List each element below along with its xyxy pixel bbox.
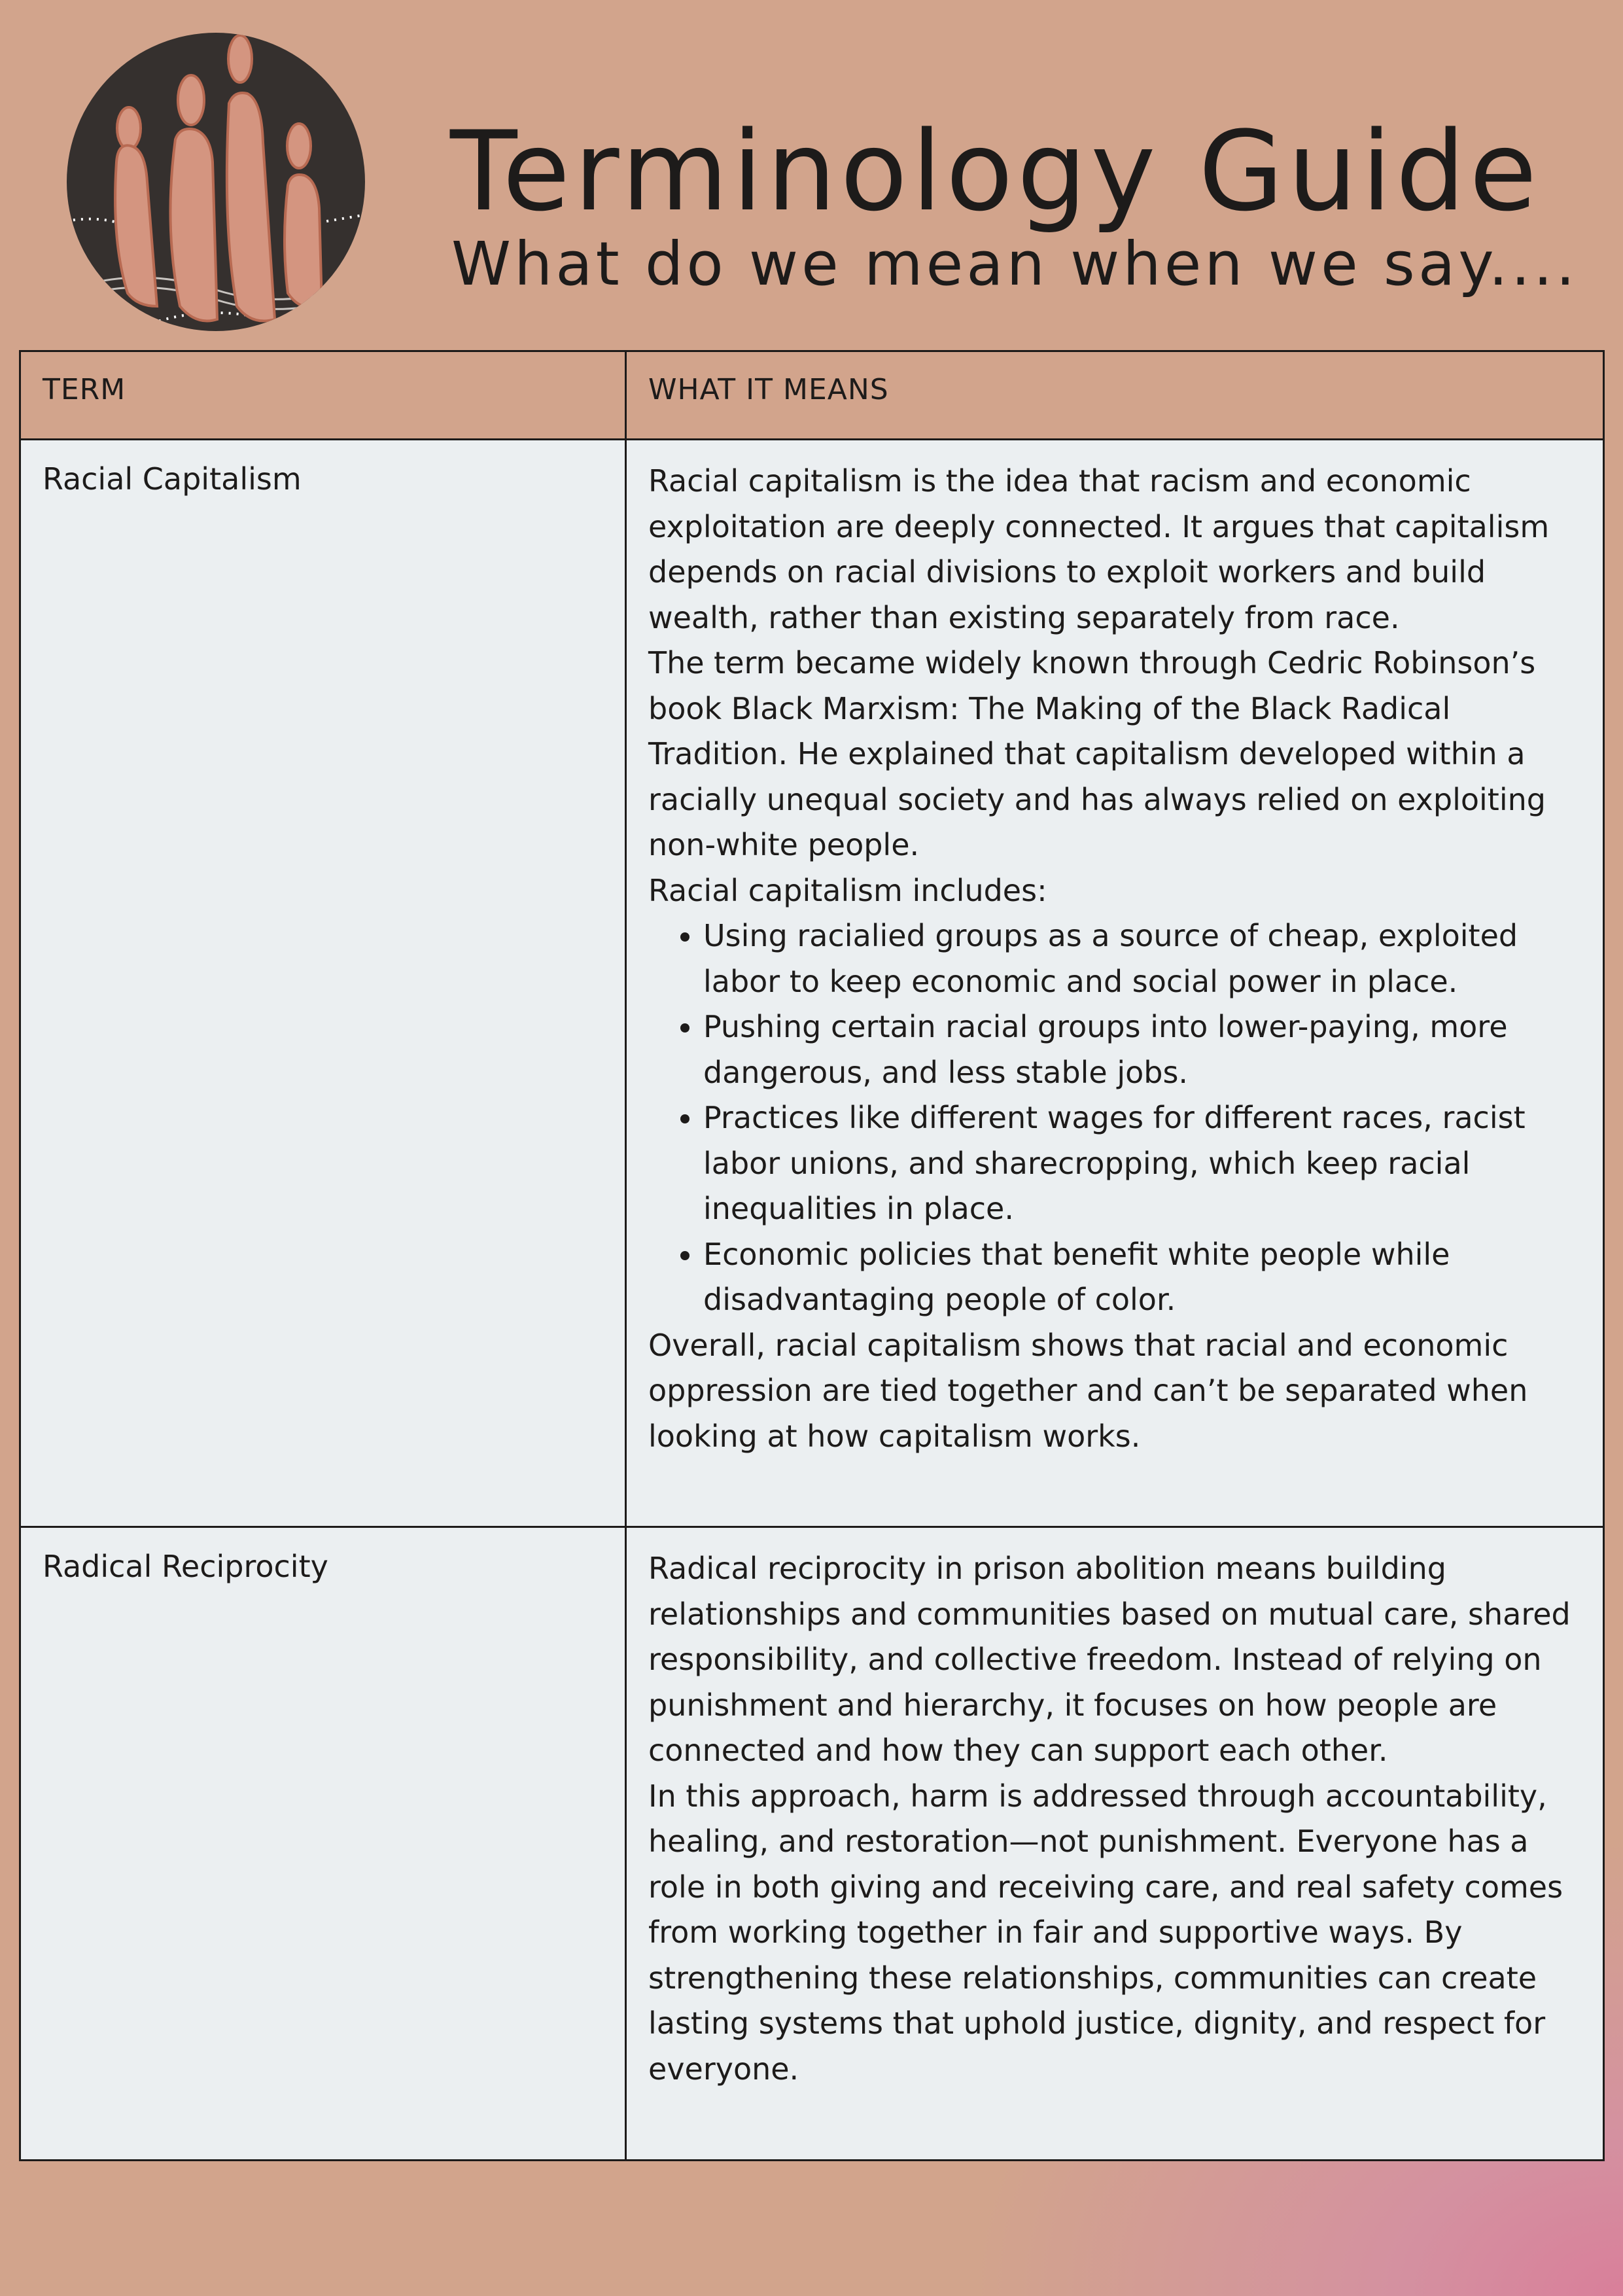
table-row [20,440,1604,1527]
header-cell-meaning [626,351,1604,440]
meaning-paragraph: Overall, racial capitalism shows that racial and economic oppression are tied together and can’t be separated when looking at how capitalism works. [648,1327,1528,1454]
table-header-row [20,351,1604,440]
bullet-item: • Practices like different wages for different races, racist labor unions, and sharecropping, which keep racial inequalities in place. [703,1095,1587,1232]
meaning-paragraph: The term became widely known through Cedric Robinson’s book Black Marxism: The Making of the Black Radical Tradition. He explained that capitalism developed within a racially unequal society and has always relied on exploiting non-white people. [648,645,1546,862]
table-row [20,1527,1604,2161]
column-header-meaning: WHAT IT MEANS [648,373,889,406]
meaning-paragraph: Radical reciprocity in prison abolition means building relationships and communities based on mutual care, shared responsibility, and collective freedom. Instead of relying on punishment and hierarchy, it focuses on how people are connected and how they can support each other. [648,1551,1571,1768]
meaning-text [648,440,1587,1459]
page-subtitle: What do we mean when we say.... [451,229,1579,299]
meaning-cell [626,440,1604,1527]
meaning-paragraph: Racial capitalism is the idea that racism and economic exploitation are deeply connected. It argues that capitalism depends on racial divisions to exploit workers and build wealth, rather than existing separately from race. [648,463,1550,635]
aboriginal-figures-circle-icon [65,31,366,332]
meaning-paragraph: Racial capitalism includes: [648,872,1047,908]
meaning-paragraph: In this approach, harm is addressed through accountability, healing, and restoration—not punishment. Everyone has a role in both giving and receiving care, and real safety comes from working together in fair and supportive ways. By strengthening these relationships, communities can create lasting systems that uphold justice, dignity, and respect for everyone. [648,1778,1563,2087]
meaning-cell [626,1527,1604,2161]
column-header-term: TERM [43,373,126,406]
terminology-table [19,350,1605,2161]
bullet-item: • Economic policies that benefit white people while disadvantaging people of color. [703,1232,1587,1323]
term-cell [20,440,626,1527]
term-name: Radical Reciprocity [43,1549,328,1584]
header-cell-term [20,351,626,440]
term-cell [20,1527,626,2161]
page-title: Terminology Guide [450,107,1541,236]
term-name: Racial Capitalism [43,461,302,497]
bullet-list [648,913,1587,1323]
meaning-text [648,1528,1587,2092]
bullet-item: • Using racialied groups as a source of cheap, exploited labor to keep economic and social power in place. [703,913,1587,1004]
bullet-item: • Pushing certain racial groups into lower-paying, more dangerous, and less stable jobs. [703,1004,1587,1095]
